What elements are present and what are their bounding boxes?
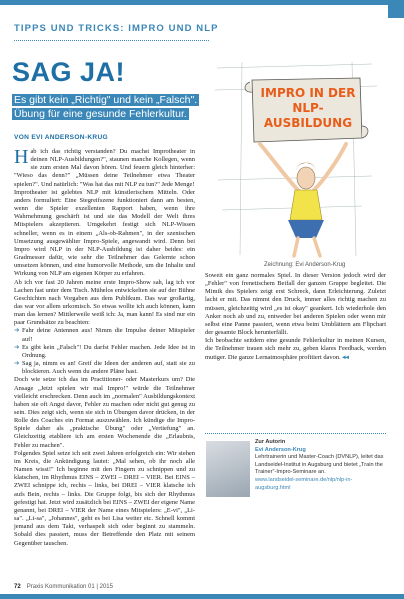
list-item-text: Fahr deine Antennen aus! Nimm die Impulse deiner Mitspieler auf! [22,327,195,343]
paragraph-2: Improtheater ist gelebtes NLP mit künstlerischem Mitteln. Oder anders formuliert: Eine Stegreifszene funktioniert dann am besten, wenn die Spieler exzellenten Rapport haben, wenn ihre Wahrnehmung geschärft ist und sie das Modell der Welt ihres Mitspielers akzeptieren. Umgekehrt festigt sich NLP-Wissen schneller, wenn es in einem „Als-ob-Rahmen", in der szenischen Umsetzung ausgewählter Impro-Spiele, angewandt wird. Denn bei Impro wird NLP in der NLP-Ausbildung ist daher beides: ein Gradmesser dafür, wie sehr die Teilnehmer das Gelernte schon umsetzen können, und eine humorvolle Methode, um die Inhalte und Wirkung von NLP am eigenen Körper zu erfahren. [14,188,195,278]
list-item [14,344,195,360]
illustration-impro-woman [212,60,382,260]
article-author: VON EVI ANDERSON-KRUG [14,134,108,141]
list-item [14,360,195,376]
arrow-icon: ➔ [14,343,20,351]
section-heading: TIPPS UND TRICKS: IMPRO UND NLP [14,23,219,34]
list-item-text: Es gibt kein „Falsch"! Du darfst Fehler machen. Jede Idee ist in Ordnung. [22,343,195,359]
article-title: SAG JA! [12,57,126,87]
intro-paragraph [14,148,195,189]
section-divider [14,40,209,41]
corner-accent [388,0,404,18]
end-mark-icon: ◂◂ [342,353,349,361]
paragraph-7-text: Ich beobachte seitdem eine gesunde Fehlerkultur in meinen Kursen, die Teilnehmer trauen sich mehr zu, geben klares Feedback, werden mutiger. Die ganze Lernatmosphäre profitiert davon. [205,337,386,361]
author-photo [206,441,250,497]
bottom-accent-bar [0,594,404,599]
bio-heading: Zur Autorin [255,439,286,445]
bio-link[interactable]: www.landseidel-seminare.de/nlp/nlp-in-augsburg.html [255,476,353,491]
arrow-icon: ➔ [14,360,20,368]
paragraph-5: Folgendes Spiel setze ich seit zwei Jahren erfolgreich ein: Wir stehen im Kreis, die Ankündigung lautet: „Mal sehen, ob ihr noch alle Namen wisst!" Ich beginne mit den Fingern zu schnippen und zu klatschen, im Rhythmus EINS – ZWEI – DREI – VIER. Bei EINS – ZWEI schnippe ich, rechts – links, bei DREI – VIER klatsche ich aufs Bein, rechts – links. Die Gruppe folgt, bis sich der Rhythmus gefestigt hat. Jetzt wird zusätzlich bei EINS – ZWEI der eigene Name genannt, bei DREI – VIER der Name eines Mitspielers: „E-vi", „Li-sa". „Li-sa", „Johannes", geht es bei Lisa weiter etc. Schnell kommt jemand aus dem Takt, verhaspelt sich oder beginnt zu stammeln. Sobald dies passiert, muss der Betreffende den Platz mit seinem Gegenüber tauschen. [14,449,195,547]
page-number: 72 [14,584,21,590]
illustration-caption: Zeichnung: Evi Anderson-Krug [264,262,346,268]
article-column-right [205,272,386,362]
article-column-left [14,148,195,548]
paragraph-7 [205,337,386,361]
article-subtitle [12,94,217,121]
paragraph-1: ab ich das richtig verstanden? Du machst Improtheater in deinen NLP-Ausbildungen?", staunen manche Kollegen, wenn sie zum ersten Mal davon hören. Und feuern gleich hinterher: "Wieso das denn?" „Müssen deine Teilnehmer etwa Theater spielen?". Und natürlich: "Was hat das mit NLP zu tun?" Jede Menge! [14,148,195,188]
author-bio [255,439,386,492]
bio-text: Lehrtrainerin und Master-Coach (DVNLP), leitet das Landseidel-Institut in Augsburg und bietet „Train the Trainer"-Impro-Seminare an. [255,454,384,476]
page-footer [14,584,113,590]
paragraph-3: Ab ich vor fast 20 Jahren meine erste Impro-Show sah, lag ich vor Lachen fast unter dem Tisch. Mühelos entwickelten sie auf der Bühne Geschichten nach Vorgaben aus dem Publikum. Das war großartig, das war vor allem urkomisch. So etwas wollte ich auch können, kann man das lernen? Mittlerweile weiß ich: Ja, man kann! Es sind nur ein paar Grundsätze zu beachten: [14,278,195,327]
paragraph-6: Soweit ein ganz normales Spiel. In dieser Version jedoch wird der „Fehler" von frenetischem Beifall der ganzen Gruppe begleitet. Die Mimik des Spielers zeigt erst Schreck, dann Erleichterung. Zuletzt lacht er mit. Das nimmt den Druck, immer alles richtig machen zu müssen, gleichzeitig wird „es ist okay" geankert. Ich wiederhole den Anker noch ab und zu, entweder bei anderen Spielen oder wenn mir selbst eine Panne passiert, wenn etwa beim Umblättern am Flipchart der gesamte Block herunterfällt. [205,272,386,337]
banner-text: IMPRO IN DER NLP-AUSBILDUNG [260,86,356,130]
publication-name: Praxis Kommunikation 01 | 2015 [26,584,113,590]
arrow-icon: ➔ [14,327,20,335]
drop-cap: H [14,146,29,168]
paragraph-4: Doch wie setze ich das im Practitioner- oder Masterkurs um? Die Ansage „Jetzt spielen wir mal Impro!" würde die Teilnehmer vielleicht erschrecken. Denn auch im „normalen" Ausbildungskontext haben sie oft Angst davor, Fehler zu machen oder nicht gut genug zu sein. Dies zeigt sich, wenn sie sich in Übungen davor drücken, in der Rolle des Coaches ein Format auszuwählen. Ich kündige die Impro-Spiele daher als „praktische Übung" oder „Vertiefung" an. Gleichzeitig etabliere ich am ersten Wochenende die „Erlaubnis, Fehler zu machen". [14,376,195,449]
top-accent-bar [0,0,404,5]
list-item [14,327,195,343]
bio-divider [205,433,386,434]
list-item-text: Sag ja, nimm es an! Greif die Ideen der anderen auf, statt sie zu blockieren. Auch wenn du andere Pläne hast. [22,360,195,376]
subtitle-text: Es gibt kein „Richtig" und kein „Falsch". Übung für eine gesunde Fehlerkultur. [14,94,198,120]
bio-name: Evi Anderson-Krug [255,446,306,453]
